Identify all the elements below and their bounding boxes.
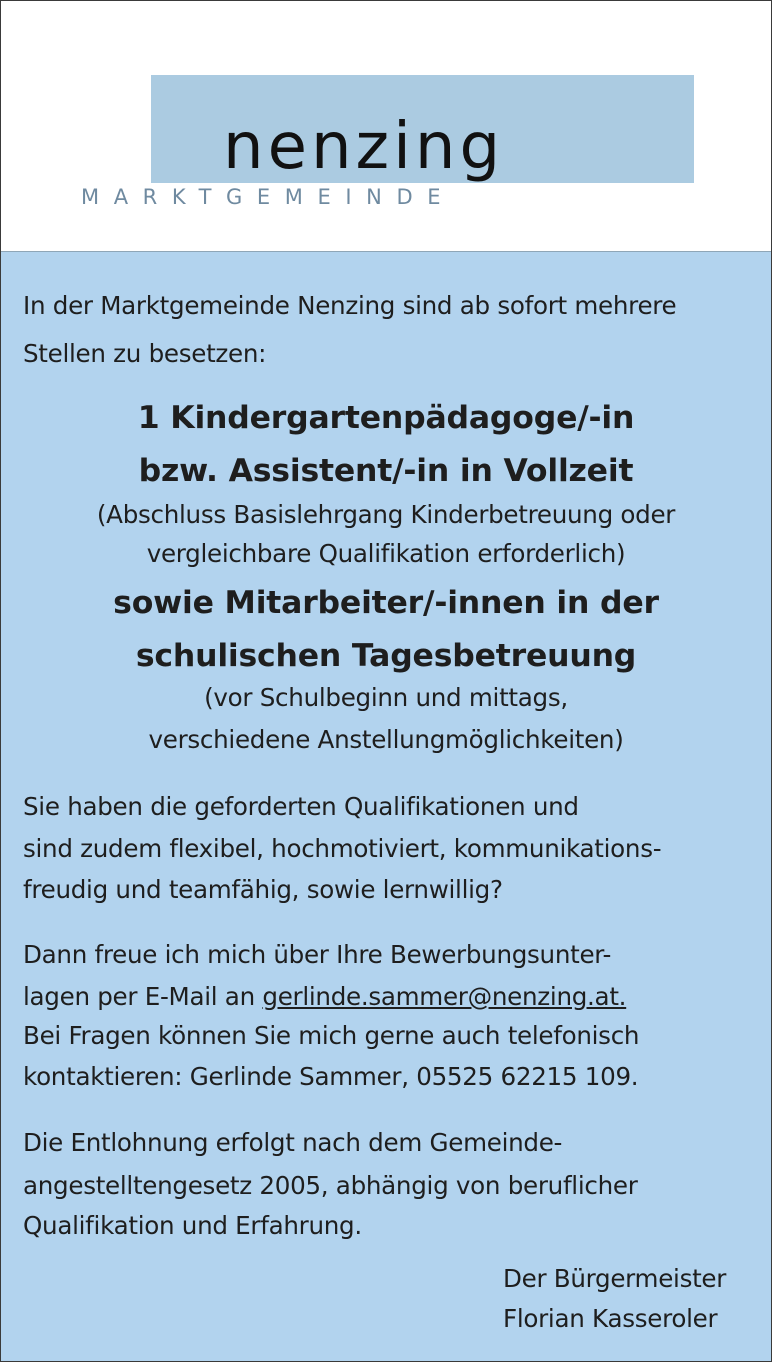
logo-subtitle: MARKTGEMEINDE (81, 185, 456, 209)
requirements-line-1: Sie haben die geforderten Qualifikationen und (23, 792, 579, 821)
position-1-note-line-1: (Abschluss Basislehrgang Kinderbetreuung oder (96, 500, 676, 529)
position-1-title-line-2: bzw. Assistent/-in in Vollzeit (138, 453, 634, 489)
logo-wordmark: nenzing (223, 110, 505, 184)
position-1-note-line-2: vergleichbare Qualifikation erforderlich) (146, 539, 626, 568)
salary-line-3: Qualifikation und Erfahrung. (23, 1211, 362, 1240)
signature-name: Florian Kasseroler (503, 1304, 718, 1333)
email-link[interactable]: gerlinde.sammer@nenzing.at. (262, 982, 627, 1011)
position-2-note-line-2: verschiedene Anstellungmöglichkeiten) (148, 725, 624, 754)
application-line-4: kontaktieren: Gerlinde Sammer, 05525 62215 109. (23, 1062, 639, 1091)
requirements-line-2: sind zudem flexibel, hochmotiviert, kommunikations- (23, 834, 662, 863)
intro-line-2: Stellen zu besetzen: (23, 339, 267, 368)
position-2-note-line-1: (vor Schulbeginn und mittags, (204, 683, 568, 712)
requirements-line-3: freudig und teamfähig, sowie lernwillig? (23, 875, 503, 904)
position-2-title-line-1: sowie Mitarbeiter/-innen in der (113, 585, 659, 621)
signature-title: Der Bürgermeister (503, 1264, 727, 1293)
salary-line-1: Die Entlohnung erfolgt nach dem Gemeinde- (23, 1128, 563, 1157)
salary-line-2: angestelltengesetz 2005, abhängig von beruflicher (23, 1171, 638, 1200)
position-1-title-line-1: 1 Kindergartenpädagoge/-in (137, 400, 635, 436)
application-line-3: Bei Fragen können Sie mich gerne auch telefonisch (23, 1021, 640, 1050)
ad-body (1, 252, 771, 1361)
application-line-2-text: lagen per E-Mail an (23, 982, 263, 1011)
header (1, 1, 771, 252)
application-line-2 (23, 979, 626, 1014)
intro-line-1: In der Marktgemeinde Nenzing sind ab sofort mehrere (23, 291, 677, 320)
position-2-title-line-2: schulischen Tagesbetreuung (135, 638, 637, 674)
application-line-1: Dann freue ich mich über Ihre Bewerbungsunter- (23, 940, 612, 969)
